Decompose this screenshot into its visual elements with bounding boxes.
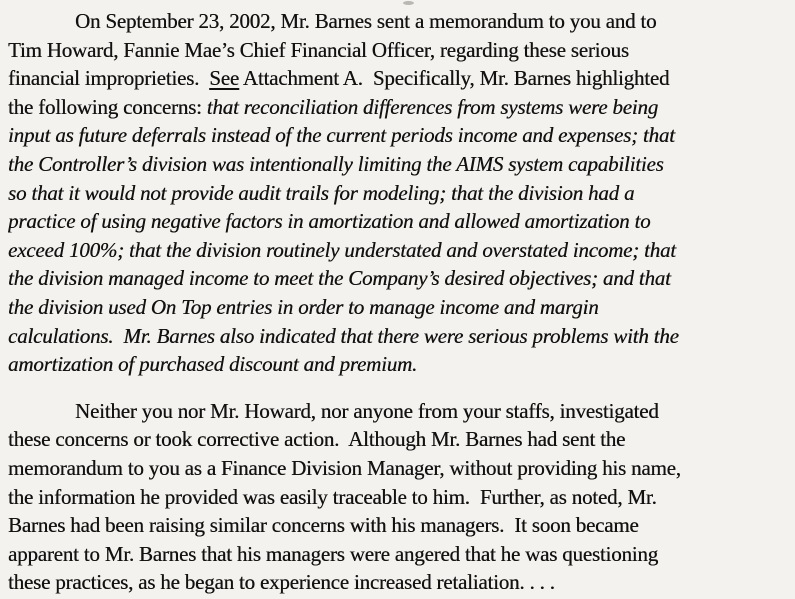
- text-segment-italic: practice of using negative factors in amortization and allowed amortization to: [8, 209, 651, 234]
- text-segment-italic: exceed 100%; that the division routinely understated and overstated income; that: [8, 237, 676, 262]
- paragraph-2: [8, 397, 791, 597]
- text-segment-italic: calculations. Mr. Barnes also indicated that there were serious problems with the: [8, 323, 679, 348]
- text-line: [8, 483, 791, 512]
- text-segment-italic: so that it would not provide audit trails for modeling; that the division had a: [8, 180, 635, 205]
- text-line: [8, 322, 791, 351]
- text-segment-normal: the information he provided was easily traceable to him. Further, as noted, Mr.: [8, 484, 657, 509]
- document-text: [8, 7, 791, 597]
- text-segment-normal: these concerns or took corrective action. Although Mr. Barnes had sent the: [8, 427, 626, 452]
- text-segment-italic: the division used On Top entries in order to manage income and margin: [8, 294, 599, 319]
- text-segment-normal: apparent to Mr. Barnes that his managers were angered that he was questioning: [8, 541, 658, 566]
- text-line: [8, 264, 791, 293]
- text-segment-italic: the division managed income to meet the Company’s desired objectives; and that: [8, 266, 671, 291]
- text-segment-normal: these practices, as he began to experience increased retaliation. . . .: [8, 570, 555, 595]
- text-line: [8, 179, 791, 208]
- text-segment-normal: memorandum to you as a Finance Division Manager, without providing his name,: [8, 455, 681, 480]
- text-line: [8, 454, 791, 483]
- text-segment-italic: input as future deferrals instead of the current periods income and expenses; that: [8, 123, 675, 148]
- text-line: [8, 397, 791, 426]
- text-segment-italic: that reconciliation differences from systems were being: [206, 94, 659, 119]
- text-line: [8, 36, 791, 65]
- text-line: [8, 350, 791, 379]
- text-segment-italic: amortization of purchased discount and premium.: [8, 352, 418, 377]
- scan-artifact: [403, 1, 414, 5]
- text-segment-underline: See: [209, 66, 239, 91]
- text-segment-normal: the following concerns:: [8, 94, 207, 119]
- text-line: [8, 93, 791, 122]
- text-line: [8, 121, 791, 150]
- text-line: [8, 568, 791, 597]
- text-line: [8, 64, 791, 93]
- text-segment-normal: Attachment A. Specifically, Mr. Barnes highlighted: [238, 66, 670, 91]
- text-line: [8, 425, 791, 454]
- text-segment-normal: On September 23, 2002, Mr. Barnes sent a memorandum to you and to: [75, 9, 657, 33]
- text-segment-normal: Neither you nor Mr. Howard, nor anyone from your staffs, investigated: [75, 398, 659, 423]
- text-segment-normal: financial improprieties.: [8, 66, 210, 91]
- text-line: [8, 540, 791, 569]
- text-segment-normal: Tim Howard, Fannie Mae’s Chief Financial Officer, regarding these serious: [8, 37, 629, 62]
- text-line: [8, 207, 791, 236]
- text-line: [8, 236, 791, 265]
- text-segment-normal: Barnes had been raising similar concerns with his managers. It soon became: [8, 513, 639, 538]
- text-segment-italic: the Controller’s division was intentionally limiting the AIMS system capabilities: [8, 151, 664, 176]
- text-line: [8, 7, 791, 36]
- text-line: [8, 293, 791, 322]
- text-line: [8, 150, 791, 179]
- text-line: [8, 511, 791, 540]
- paragraph-1: [8, 7, 791, 379]
